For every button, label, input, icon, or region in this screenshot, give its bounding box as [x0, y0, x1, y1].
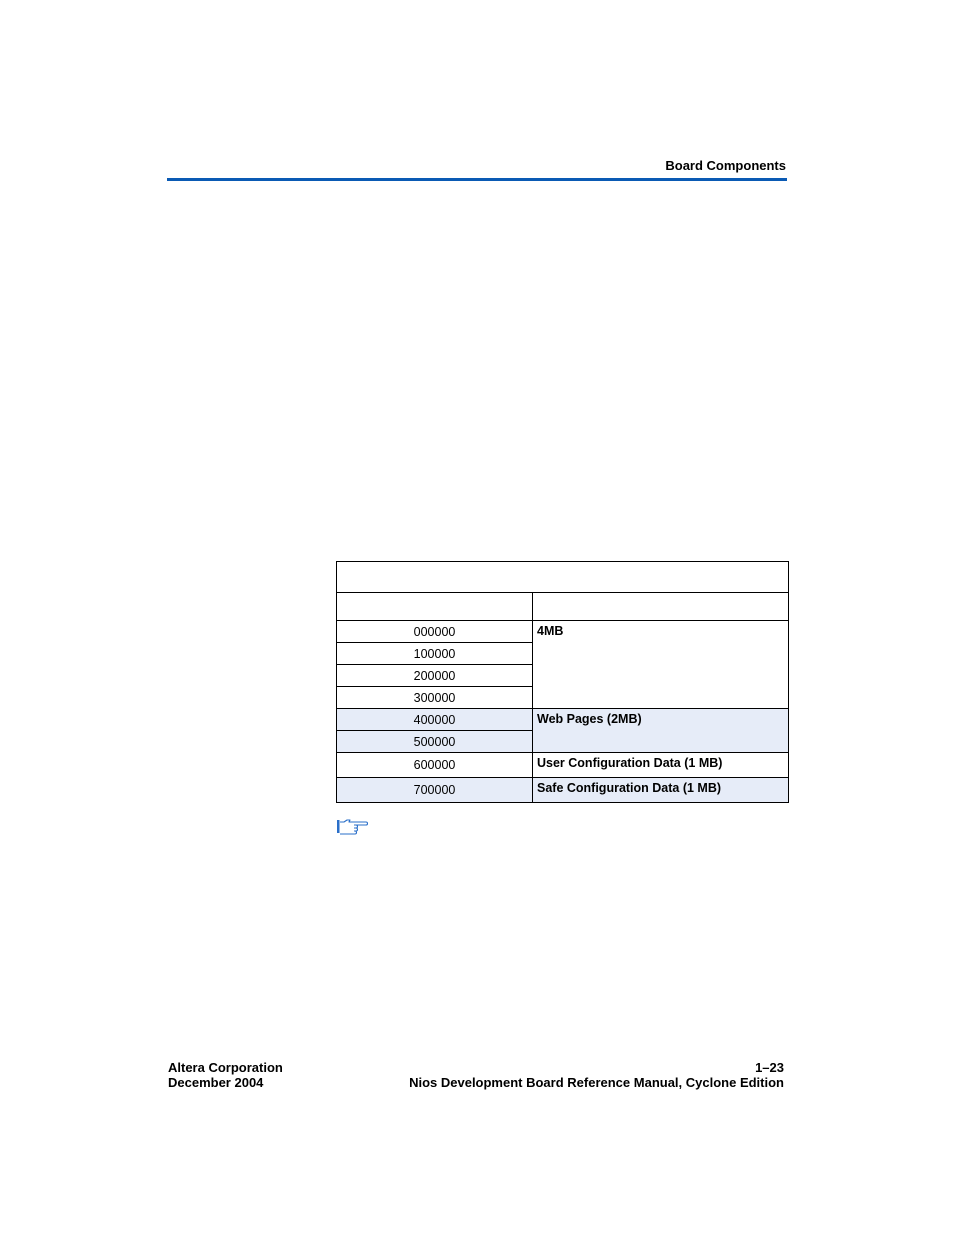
address-cell: 400000 — [337, 709, 533, 731]
footer-date: December 2004 — [168, 1075, 264, 1090]
table-title-cell — [337, 562, 789, 593]
running-header: Board Components — [665, 158, 786, 173]
address-cell: 700000 — [337, 778, 533, 803]
description-cell: 4MB — [533, 621, 789, 709]
address-cell: 500000 — [337, 731, 533, 753]
description-cell: Web Pages (2MB) — [533, 709, 789, 753]
footer-manual-title: Nios Development Board Reference Manual, Cyclone Edition — [409, 1075, 784, 1090]
address-cell: 000000 — [337, 621, 533, 643]
table-row — [337, 709, 789, 731]
table-title-row — [337, 562, 789, 593]
table-header-row — [337, 593, 789, 621]
header-rule — [167, 178, 787, 181]
address-cell: 600000 — [337, 753, 533, 778]
footer-left — [168, 1060, 283, 1090]
address-cell: 200000 — [337, 665, 533, 687]
footer-company: Altera Corporation — [168, 1060, 283, 1075]
table-header-description — [533, 593, 789, 621]
flash-memory-map-table — [336, 561, 789, 803]
description-cell: Safe Configuration Data (1 MB) — [533, 778, 789, 803]
description-cell: User Configuration Data (1 MB) — [533, 753, 789, 778]
footer-page-number: 1–23 — [755, 1060, 784, 1075]
table-row — [337, 621, 789, 643]
table-header-address — [337, 593, 533, 621]
footer-right — [409, 1060, 784, 1090]
table-row — [337, 778, 789, 803]
table-row — [337, 753, 789, 778]
address-cell: 100000 — [337, 643, 533, 665]
address-cell: 300000 — [337, 687, 533, 709]
pointing-hand-icon — [336, 817, 368, 837]
